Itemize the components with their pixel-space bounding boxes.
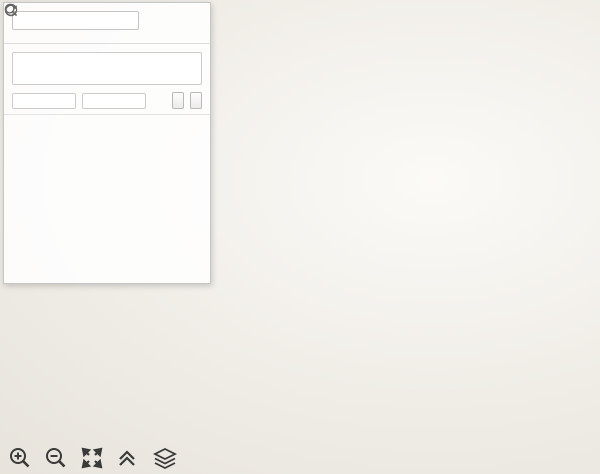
submit-button[interactable] [190,92,202,109]
reset-button[interactable] [172,92,184,109]
layers-icon [152,446,178,470]
collapse-icon [116,446,138,470]
layers-button[interactable] [152,446,176,470]
search-mode-row [4,30,210,43]
zoom-in-icon [8,446,32,470]
zoom-out-button[interactable] [44,446,68,470]
help-button[interactable] [188,14,202,28]
collapse-button[interactable] [116,446,140,470]
help-icon [4,3,18,17]
fit-content-button[interactable] [80,446,104,470]
nexo-panel [3,2,211,284]
app-title [4,3,210,10]
divider [4,43,210,44]
fit-content-icon [80,446,104,470]
zoom-in-button[interactable] [8,446,32,470]
search-button[interactable] [146,14,160,28]
search-input[interactable] [12,11,139,30]
refresh-button[interactable] [167,14,181,28]
gene-list-textarea[interactable] [12,52,202,85]
pvalue-cutoff-input[interactable] [12,93,76,109]
enrichment-results-table [4,114,210,115]
zoom-out-icon [44,446,68,470]
view-toolbar [8,446,176,470]
min-genes-input[interactable] [82,93,146,109]
